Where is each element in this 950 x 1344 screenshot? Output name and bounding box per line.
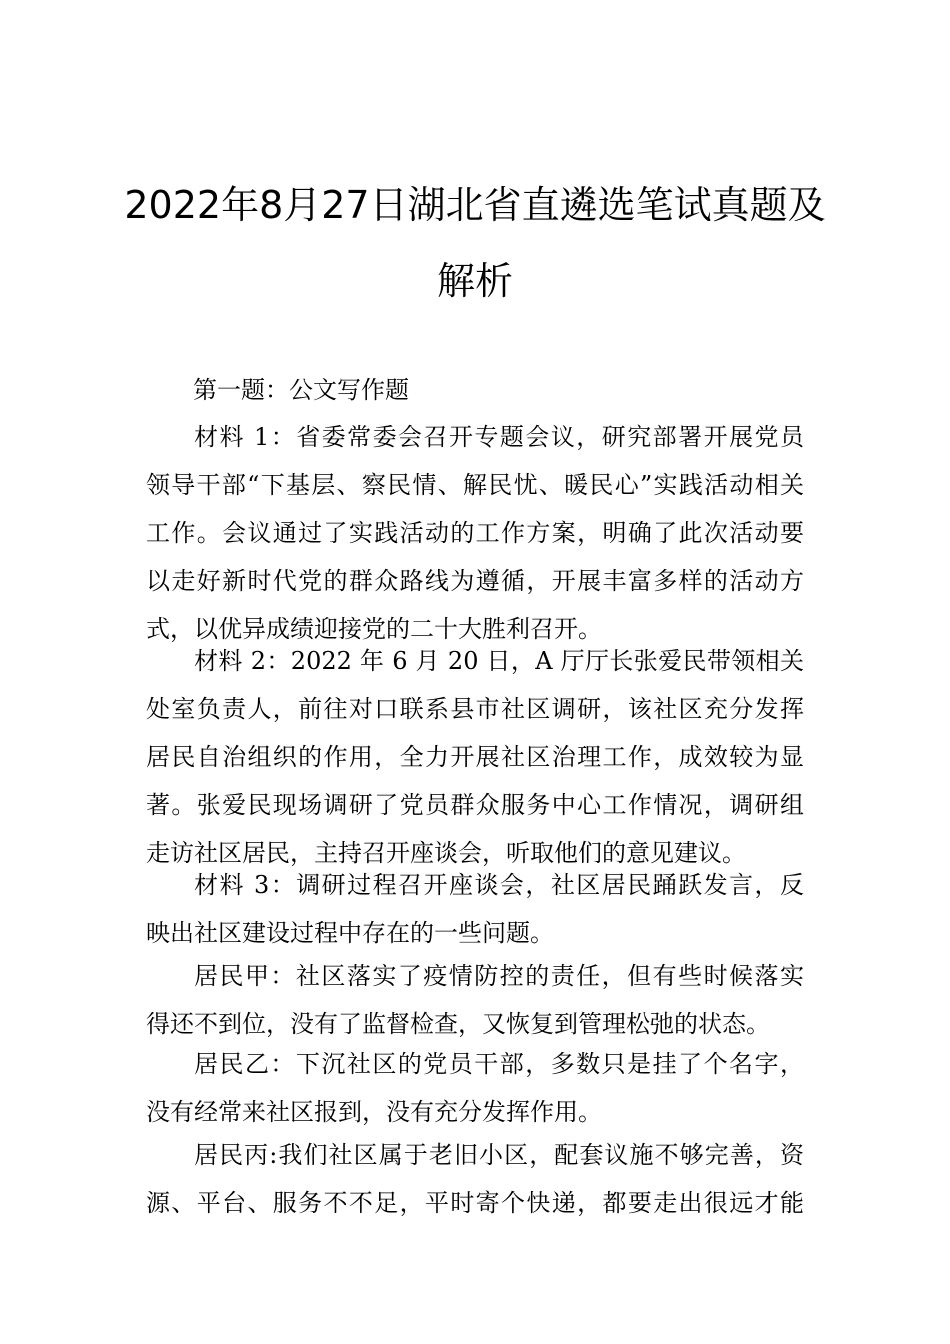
paragraph-line: 源、平台、服务不不足，平时寄个快递，都要走出很远才能 bbox=[146, 1189, 804, 1217]
paragraph-line: 处室负责人，前往对口联系县市社区调研，该社区充分发挥 bbox=[146, 695, 804, 723]
paragraph-line: 材料 2：2022 年 6 月 20 日，A 厅厅长张爱民带领相关 bbox=[194, 647, 804, 675]
paragraph-material-2 bbox=[146, 637, 804, 877]
paragraph-line: 领导干部“下基层、察民情、解民忧、暖民心”实践活动相关 bbox=[146, 471, 804, 499]
paragraph-resident-b bbox=[146, 1040, 804, 1136]
paragraph-line: 得还不到位，没有了监督检查，又恢复到管理松弛的状态。 bbox=[146, 1010, 770, 1038]
paragraph-line: 居民乙：下沉社区的党员干部，多数只是挂了个名字， bbox=[194, 1050, 804, 1078]
paragraph-line: 材料 3：调研过程召开座谈会，社区居民踊跃发言，反 bbox=[194, 871, 804, 899]
paragraph-line: 映出社区建设过程中存在的一些问题。 bbox=[146, 919, 554, 947]
paragraph-line: 居民自治组织的作用，全力开展社区治理工作，成效较为显 bbox=[146, 743, 804, 771]
section-heading: 第一题：公文写作题 bbox=[193, 376, 409, 404]
paragraph-resident-a bbox=[146, 952, 804, 1048]
document-title-line-2: 解析 bbox=[436, 259, 513, 303]
paragraph-line: 以走好新时代党的群众路线为遵循，开展丰富多样的活动方 bbox=[146, 567, 804, 595]
paragraph-material-1 bbox=[146, 413, 804, 653]
paragraph-line: 式，以优异成绩迎接党的二十大胜利召开。 bbox=[146, 615, 602, 643]
paragraph-line: 材料 1：省委常委会召开专题会议，研究部署开展党员 bbox=[194, 423, 804, 451]
paragraph-line: 工作。会议通过了实践活动的工作方案，明确了此次活动要 bbox=[146, 519, 804, 547]
paragraph-line: 走访社区居民，主持召开座谈会，听取他们的意见建议。 bbox=[146, 839, 746, 867]
paragraph-line: 著。张爱民现场调研了党员群众服务中心工作情况，调研组 bbox=[146, 791, 804, 819]
paragraph-material-3 bbox=[146, 861, 804, 957]
document-title-line-1: 2022年8月27日湖北省直遴选笔试真题及 bbox=[124, 183, 826, 227]
paragraph-resident-c bbox=[146, 1131, 804, 1227]
paragraph-line: 居民丙:我们社区属于老旧小区，配套议施不够完善，资 bbox=[194, 1141, 804, 1169]
paragraph-line: 没有经常来社区报到，没有充分发挥作用。 bbox=[146, 1098, 602, 1126]
paragraph-line: 居民甲：社区落实了疫情防控的责任，但有些时候落实 bbox=[194, 962, 804, 990]
